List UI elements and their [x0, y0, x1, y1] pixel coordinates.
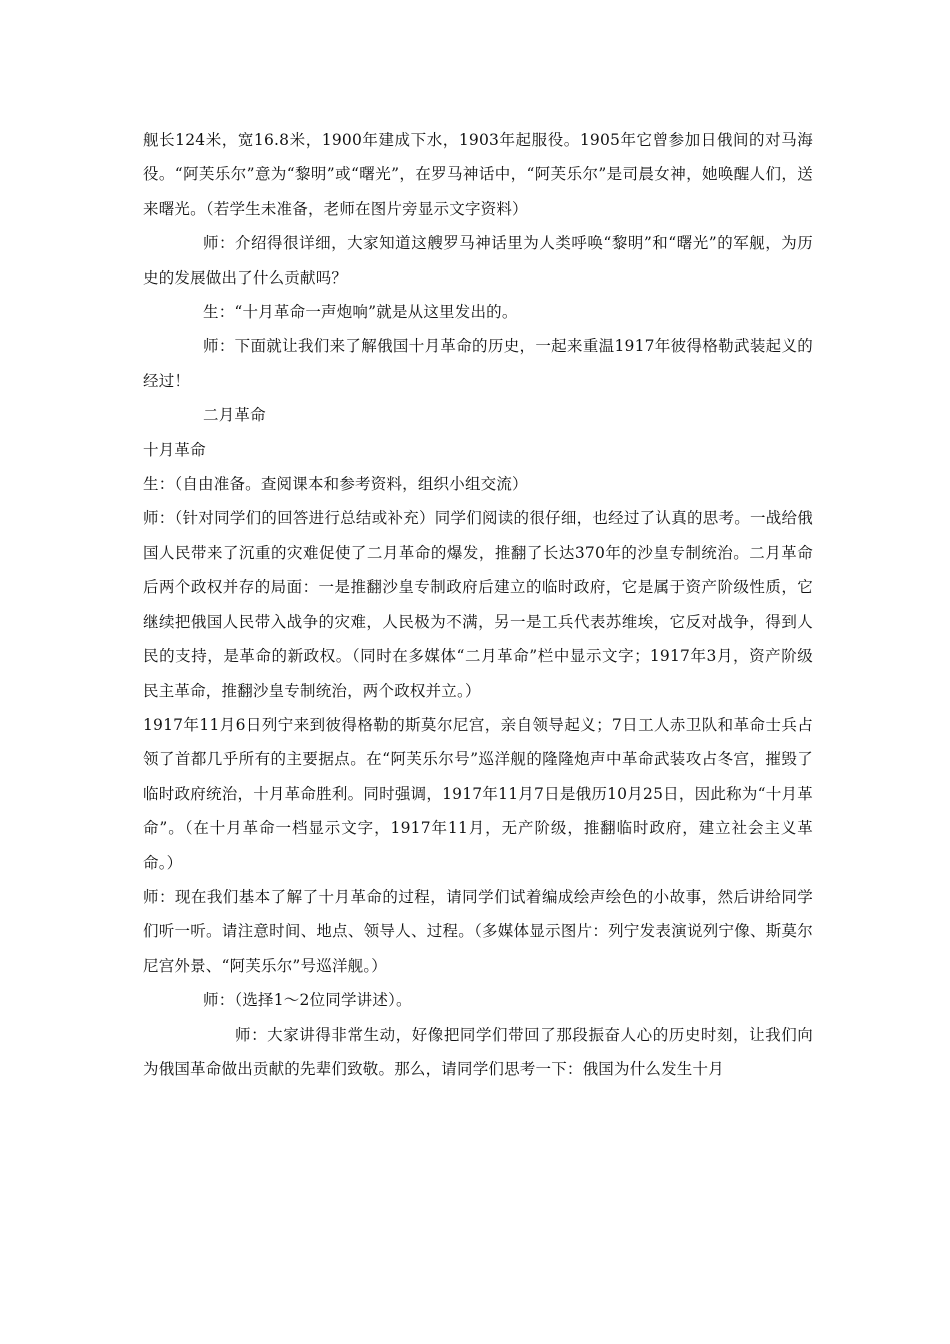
paragraph-teacher-summary: 师：（针对同学们的回答进行总结或补充）同学们阅读的很仔细，也经过了认真的思考。一战给俄国人民带来了沉重的灾难促使了二月革命的爆发，推翻了长达370年的沙皇专制统治。二月革命后两个政权并存的局面：一是推翻沙皇专制政府后建立的临时政府，它是属于资产阶级性质，它继续把俄国人民带入战争的灾难，人民极为不满，另一是工兵代表苏维埃，它反对战争，得到人民的支持，是革命的新政权。（同时在多媒体“二月革命”栏中显示文字；1917年3月，资产阶级民主革命，推翻沙皇专制统治，两个政权并立。） — [143, 509, 813, 700]
heading-october-revolution: 十月革命 — [143, 440, 206, 459]
paragraph-student-preparation: 生：（自由准备。查阅课本和参考资料，组织小组交流） — [143, 475, 528, 494]
paragraph-student-narration: 师：（选择1～2位同学讲述）。 — [203, 991, 412, 1010]
paragraph-teacher-intro: 师：下面就让我们来了解俄国十月革命的历史，一起来重温1917年彼得格勒武装起义的经过！ — [143, 337, 813, 390]
paragraph-teacher-question: 师：介绍得很详细，大家知道这艘罗马神话里为人类呼唤“黎明”和“曙光”的军舰，为历史的发展做出了什么贡献吗？ — [143, 234, 813, 287]
heading-february-revolution: 二月革命 — [203, 406, 266, 425]
paragraph-teacher-reflection: 师：大家讲得非常生动，好像把同学们带回了那段振奋人心的历史时刻，让我们向为俄国革命做出贡献的先辈们致敬。那么，请同学们思考一下：俄国为什么发生十月 — [143, 1025, 813, 1078]
paragraph-story-task: 师：现在我们基本了解了十月革命的过程，请同学们试着编成绘声绘色的小故事，然后讲给同学们听一听。请注意时间、地点、领导人、过程。（多媒体显示图片：列宁发表演说列宁像、斯莫尔尼宫外景、“阿芙乐尔”号巡洋舰。） — [143, 887, 813, 975]
paragraph-student-answer: 生：“十月革命一声炮响”就是从这里发出的。 — [203, 303, 518, 322]
paragraph-october-events: 1917年11月6日列宁来到彼得格勒的斯莫尔尼宫，亲自领导起义；7日工人赤卫队和革命士兵占领了首都几乎所有的主要据点。在“阿芙乐尔号”巡洋舰的隆隆炮声中革命武装攻占冬宫，摧毁了临时政府统治，十月革命胜利。同时强调，1917年11月7日是俄历10月25日，因此称为“十月革命”。（在十月革命一档显示文字，1917年11月，无产阶级，推翻临时政府，建立社会主义革命。） — [143, 715, 813, 872]
body-text — [143, 123, 813, 1086]
paragraph-cruiser-description: 舰长124米，宽16.8米，1900年建成下水，1903年起服役。1905年它曾参加日俄间的对马海役。“阿芙乐尔”意为“黎明”或“曙光”，在罗马神话中，“阿芙乐尔”是司晨女神，她唤醒人们，送来曙光。（若学生未准备，老师在图片旁显示文字资料） — [143, 131, 813, 218]
